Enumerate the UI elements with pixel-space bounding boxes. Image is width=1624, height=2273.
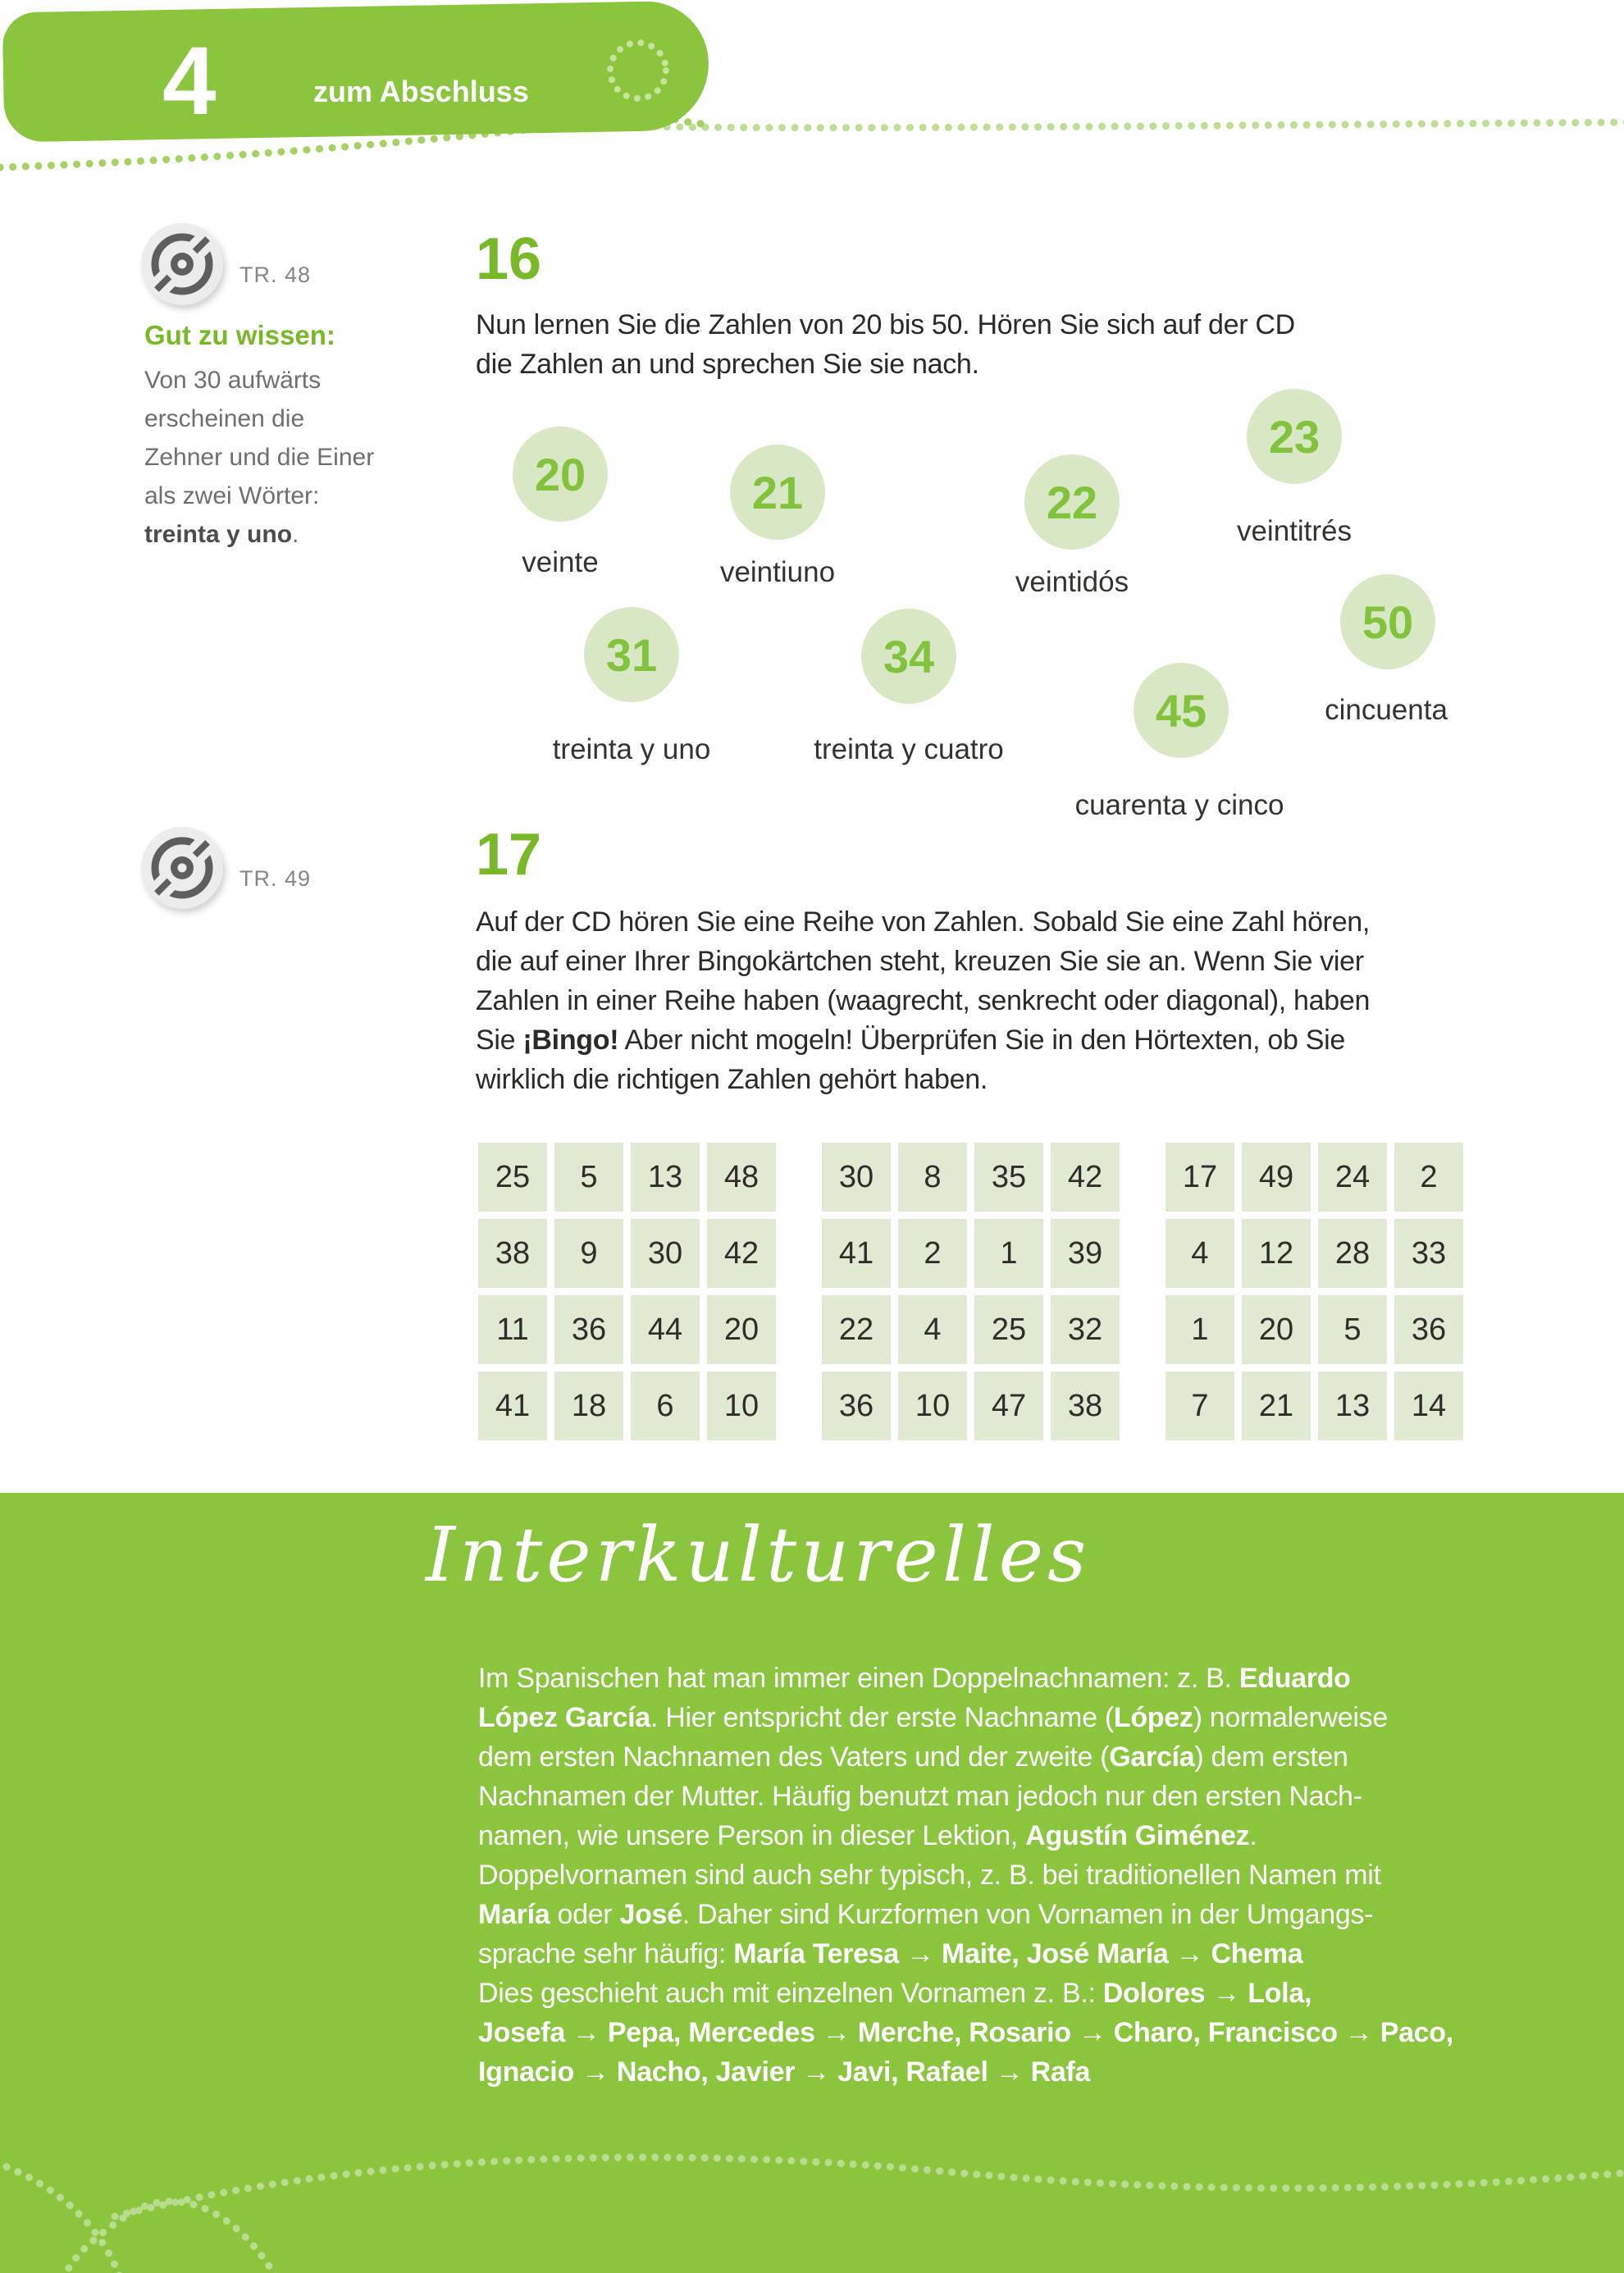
bingo-cell: 28 xyxy=(1318,1219,1387,1288)
number-word-label: veintitrés xyxy=(1236,515,1353,547)
bingo-cell: 9 xyxy=(554,1219,623,1288)
bingo-cell: 13 xyxy=(631,1143,700,1212)
bold-text-segment: José xyxy=(619,1899,682,1930)
number-value: 23 xyxy=(1268,410,1321,463)
bold-text-segment: López García xyxy=(478,1702,650,1733)
cd-disc-icon xyxy=(139,825,225,911)
bingo-cell: 35 xyxy=(974,1143,1043,1212)
bingo-cell: 25 xyxy=(478,1143,547,1212)
number-circle xyxy=(1340,574,1435,669)
text-segment: dem ersten Nachnamen des Vaters und der zweite ( xyxy=(478,1741,1110,1773)
text-segment: als zwei Wörter: xyxy=(144,482,320,509)
unit-number: 4 xyxy=(162,27,217,135)
bold-text-segment: Dolores → Lola, xyxy=(1102,1978,1312,2009)
text-segment: Zahlen in einer Reihe haben (waagrecht, senkrecht oder diagonal), haben xyxy=(476,985,1371,1016)
text-segment: . xyxy=(1249,1820,1257,1851)
text-segment: Auf der CD hören Sie eine Reihe von Zahlen. Sobald Sie eine Zahl hören, xyxy=(476,906,1371,938)
bold-text-segment: Agustín Giménez xyxy=(1025,1820,1250,1851)
bingo-cell: 24 xyxy=(1318,1143,1387,1212)
number-word-label: treinta y cuatro xyxy=(814,733,1004,765)
bingo-cell: 36 xyxy=(822,1372,891,1440)
unit-header-banner xyxy=(2,1,710,143)
bingo-cell: 38 xyxy=(1051,1372,1120,1440)
bingo-cell: 17 xyxy=(1166,1143,1234,1212)
bingo-cell: 2 xyxy=(898,1219,967,1288)
text-segment: sprache sehr häufig: xyxy=(478,1938,734,1969)
text-segment: oder xyxy=(550,1899,620,1930)
text-segment: Im Spanischen hat man immer einen Doppelnachnamen: z. B. xyxy=(478,1663,1239,1694)
text-segment: Nun lernen Sie die Zahlen von 20 bis 50. Hören Sie sich auf der CD xyxy=(476,309,1295,340)
text-segment: . Hier entspricht der erste Nachname ( xyxy=(650,1702,1114,1733)
number-circle xyxy=(861,609,956,704)
text-segment: Doppelvornamen sind auch sehr typisch, z. B. bei traditionellen Namen mit xyxy=(478,1860,1381,1891)
bingo-cell: 20 xyxy=(1242,1295,1311,1364)
bingo-cell: 39 xyxy=(1051,1219,1120,1288)
audio-track-label: TR. 49 xyxy=(239,866,312,891)
interkulturelles-title: Interkulturelles xyxy=(425,1511,1091,1599)
bold-text-segment: María xyxy=(478,1899,550,1930)
number-circle xyxy=(1024,454,1120,550)
text-segment: Sie xyxy=(476,1025,523,1056)
text-segment: Nachnamen der Mutter. Häufig benutzt man jedoch nur den ersten Nach- xyxy=(478,1781,1362,1812)
bingo-cell: 38 xyxy=(478,1219,547,1288)
text-segment: . xyxy=(292,521,299,548)
number-word-label: veintidós xyxy=(1015,566,1129,598)
bingo-cell: 4 xyxy=(898,1295,967,1364)
bingo-cell: 1 xyxy=(1166,1295,1234,1364)
bingo-cell: 44 xyxy=(631,1295,700,1364)
number-circle xyxy=(1134,663,1229,758)
text-segment: die auf einer Ihrer Bingokärtchen steht, kreuzen Sie sie an. Wenn Sie vier xyxy=(476,946,1364,977)
bingo-card xyxy=(1166,1143,1463,1440)
bingo-cell: 42 xyxy=(1051,1143,1120,1212)
number-value: 22 xyxy=(1046,476,1098,528)
bingo-cell: 10 xyxy=(898,1372,967,1440)
text-segment: . Daher sind Kurzformen von Vornamen in der Umgangs- xyxy=(682,1899,1374,1930)
bingo-cell: 5 xyxy=(1318,1295,1387,1364)
bingo-cell: 32 xyxy=(1051,1295,1120,1364)
bingo-cell: 41 xyxy=(478,1372,547,1440)
number-word-label: veintiuno xyxy=(719,556,836,588)
bingo-cell: 33 xyxy=(1394,1219,1463,1288)
unit-title: zum Abschluss xyxy=(313,75,529,108)
number-word-label: veinte xyxy=(522,546,599,578)
bingo-cell: 20 xyxy=(707,1295,776,1364)
number-value: 50 xyxy=(1362,596,1414,648)
number-value: 20 xyxy=(534,448,586,500)
bingo-cell: 42 xyxy=(707,1219,776,1288)
bold-text-segment: Ignacio → Nacho, Javier → Javi, Rafael → Rafa xyxy=(478,2056,1091,2088)
number-circle xyxy=(1247,389,1342,484)
bingo-cell: 25 xyxy=(974,1295,1043,1364)
bingo-cell: 30 xyxy=(631,1219,700,1288)
exercise-17-instructions xyxy=(476,902,1370,1099)
bingo-cell: 18 xyxy=(554,1372,623,1440)
bingo-cell: 2 xyxy=(1394,1143,1463,1212)
note-text xyxy=(144,361,374,554)
bingo-cell: 49 xyxy=(1242,1143,1311,1212)
number-value: 21 xyxy=(751,466,804,518)
bold-text-segment: treinta y uno xyxy=(144,521,293,548)
text-segment: ) dem ersten xyxy=(1194,1741,1348,1773)
text-segment: ) normalerweise xyxy=(1193,1702,1388,1733)
text-segment: namen, wie unsere Person in dieser Lektion, xyxy=(478,1820,1026,1851)
number-value: 45 xyxy=(1155,684,1207,737)
bold-text-segment: Eduardo xyxy=(1239,1663,1351,1694)
bingo-cell: 36 xyxy=(1394,1295,1463,1364)
number-word-label: cincuenta xyxy=(1325,694,1448,726)
bingo-card xyxy=(822,1143,1120,1440)
text-segment: wirklich die richtigen Zahlen gehört haben. xyxy=(476,1064,988,1095)
bingo-cell: 41 xyxy=(822,1219,891,1288)
text-segment: die Zahlen an und sprechen Sie sie nach. xyxy=(476,349,979,380)
bingo-cell: 12 xyxy=(1242,1219,1311,1288)
bingo-cell: 6 xyxy=(631,1372,700,1440)
bingo-cell: 48 xyxy=(707,1143,776,1212)
bingo-cell: 36 xyxy=(554,1295,623,1364)
audio-track-label: TR. 48 xyxy=(239,262,312,287)
bingo-cell: 11 xyxy=(478,1295,547,1364)
bingo-cell: 47 xyxy=(974,1372,1043,1440)
bingo-cell: 22 xyxy=(822,1295,891,1364)
bingo-cell: 30 xyxy=(822,1143,891,1212)
text-segment: Aber nicht mogeln! Überprüfen Sie in den Hörtexten, ob Sie xyxy=(618,1025,1345,1056)
bingo-cell: 8 xyxy=(898,1143,967,1212)
number-word-label: cuarenta y cinco xyxy=(1074,789,1284,821)
bingo-cell: 10 xyxy=(707,1372,776,1440)
number-circle xyxy=(730,445,825,540)
number-word-label: treinta y uno xyxy=(552,733,711,765)
note-heading: Gut zu wissen: xyxy=(144,320,335,350)
bingo-cell: 1 xyxy=(974,1219,1043,1288)
bingo-cell: 21 xyxy=(1242,1372,1311,1440)
bingo-card xyxy=(478,1143,776,1440)
bold-text-segment: ¡Bingo! xyxy=(522,1025,619,1056)
exercise-16-number: 16 xyxy=(476,226,542,292)
bold-text-segment: García xyxy=(1109,1741,1195,1773)
exercise-16-instructions xyxy=(476,305,1295,384)
bingo-cell: 4 xyxy=(1166,1219,1234,1288)
interkulturelles-text xyxy=(478,1659,1453,2092)
bingo-cell: 14 xyxy=(1394,1372,1463,1440)
bold-text-segment: López xyxy=(1113,1702,1193,1733)
number-value: 31 xyxy=(605,628,658,681)
number-circle xyxy=(513,427,608,522)
text-segment: erscheinen die xyxy=(144,405,305,432)
bingo-cell: 13 xyxy=(1318,1372,1387,1440)
text-segment: Zehner und die Einer xyxy=(144,444,375,471)
bold-text-segment: María Teresa → Maite, José María → Chema xyxy=(733,1938,1303,1969)
text-segment: Von 30 aufwärts xyxy=(144,367,322,394)
number-circle xyxy=(584,607,679,702)
number-value: 34 xyxy=(883,630,935,682)
bingo-cell: 5 xyxy=(554,1143,623,1212)
bold-text-segment: Josefa → Pepa, Mercedes → Merche, Rosario → Charo, Francisco → Paco, xyxy=(478,2017,1453,2048)
cd-disc-icon xyxy=(139,221,225,307)
bingo-cell: 7 xyxy=(1166,1372,1234,1440)
exercise-17-number: 17 xyxy=(476,822,542,888)
text-segment: Dies geschieht auch mit einzelnen Vornamen z. B.: xyxy=(478,1978,1103,2009)
